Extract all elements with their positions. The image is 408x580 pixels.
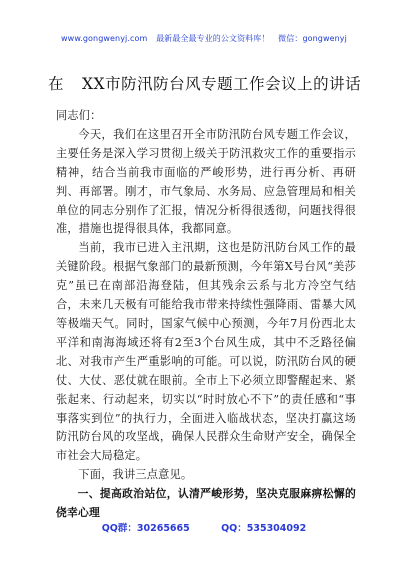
salutation: 同志们： (56, 109, 102, 122)
qq-group: QQ群：30265665 (101, 523, 190, 534)
contact-footer (0, 520, 408, 534)
site-url[interactable]: www.gongwenyj.com (61, 34, 148, 43)
site-tagline: 最新最全最专业的公文资料库！ (156, 34, 270, 43)
title-main: XX市防汛防台风专题工作会议上的讲话 (82, 75, 362, 93)
site-header (0, 33, 408, 44)
section-heading: 一、提高政治站位，认清严峻形势，坚决克服麻痹松懈的侥幸心理 (56, 487, 356, 520)
wechat-id: 微信：gongwenyj (278, 34, 347, 43)
paragraph: 今天，我们在这里召开全市防汛防台风专题工作会议，主要任务是深入学习贯彻上级关于防汛救灾工作的重要指示精神，结合当前我市面临的严峻形势，进行再分析、再研判、再部署。刚才，市气象局、水务局、应急管理局和相关单位的同志分别作了汇报，情况分析得很透彻，问题找得很准，措施也提得很具体，我都同意。 (56, 127, 356, 236)
paragraph: 下面，我讲三点意见。 (78, 468, 193, 482)
qq-number: QQ：535304092 (221, 523, 307, 534)
document-body (56, 107, 356, 523)
page-title (48, 72, 378, 94)
title-prefix: 在 (48, 75, 65, 93)
paragraph: 当前，我市已进入主汛期，这也是防汛防台风工作的最关键阶段。根据气象部门的最新预测，今年第X号台风“美莎克”虽已在南部沿海登陆，但其残余云系与北方冷空气结合，未来几天极有可能给我市带来持续性强降雨、雷暴大风等极端天气。同时，国家气候中心预测，今年7月份西北太平洋和南海海域还将有2至3个台风生成，其中不乏路径偏北、对我市产生严重影响的可能。可以说，防汛防台风的硬仗、大仗、恶仗就在眼前。全市上下必须立即警醒起来、紧张起来、行动起来，切实以“时时放心不下”的责任感和“事事落实到位”的执行力，全面进入临战状态，坚决打赢这场防汛防台风的攻坚战，确保人民群众生命财产安全，确保全市社会大局稳定。 (56, 241, 356, 463)
